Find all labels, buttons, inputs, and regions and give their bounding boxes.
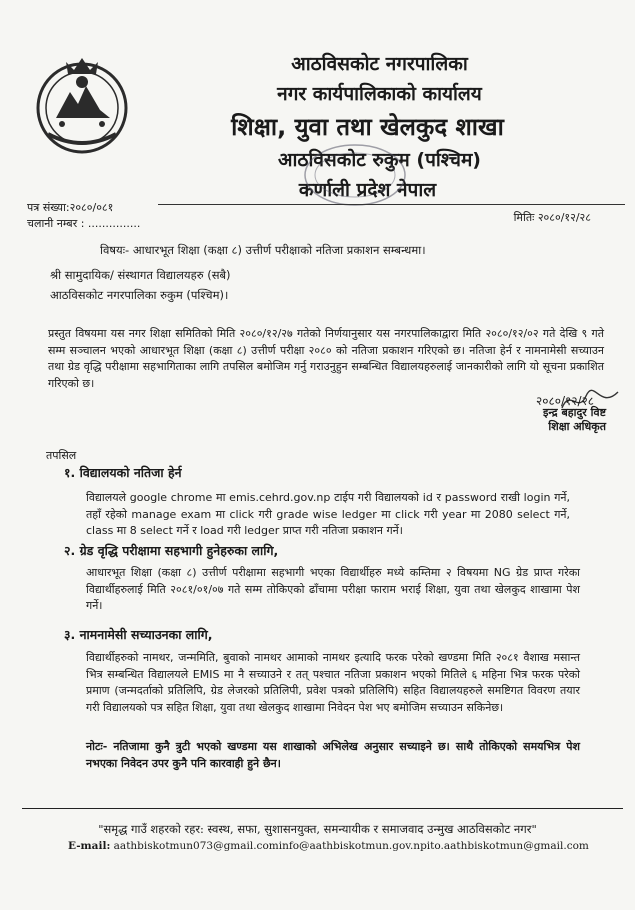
intro-paragraph: प्रस्तुत विषयमा यस नगर शिक्षा समितिको मिति २०८०/१२/२७ गतेको निर्णयानुसार यस नगरपालिकाद्वारा मिति २०८०/१२/०२ गते देखि ९ गते सम्म सञ्चालन भएको आधारभूत शिक्षा (कक्षा ८) उत्तीर्ण परीक्षा २०८० को नतिजा प्रकाशन गरिएको छ। नतिजा हेर्न र नामनामेसी सच्याउन तथा ग्रेड वृद्धि परीक्षामा सहभागिताका लागि तपसिल बमोजिम गर्नु गराउनुहुन सम्बन्धित विद्यालयहरुलाई जानकारीको लागि यो सूचना प्रकाशित गरिएको छ। — [48, 327, 604, 390]
addressee-line-1: श्री सामुदायिक/ संस्थागत विद्यालयहरु (सबै) — [50, 268, 231, 282]
section-2-heading: २. ग्रेड वृद्धि परीक्षामा सहभागी हुनेहरुका लागि, — [64, 543, 279, 558]
letter-subject: विषयः- आधारभूत शिक्षा (कक्षा ८) उत्तीर्ण परीक्षाको नतिजा प्रकाशन सम्बन्धमा। — [100, 243, 426, 257]
letterhead-municipality: आठविसकोट नगरपालिका — [291, 53, 468, 75]
letter-date: मितिः २०८०/१२/२८ — [513, 211, 591, 224]
signatory-title: शिक्षा अधिकृत — [548, 420, 606, 433]
signatory-block — [476, 406, 606, 434]
footer-divider — [22, 808, 623, 809]
signatory-name: इन्द्र बहादुर विष्ट — [543, 406, 606, 419]
header-divider — [158, 204, 625, 205]
letterhead-location: आठविसकोट रुकुम (पश्चिम) — [277, 149, 481, 171]
office-stamp-icon — [300, 140, 410, 210]
section-3-body: विद्यार्थीहरुको नामथर, जन्ममिति, बुवाको नामथर आमाको नामथर इत्यादि फरक परेको खण्डमा मिति २०८१ वैशाख मसान्त भित्र सम्बन्धित विद्यालयले EMIS मा नै सच्याउने र तत् पश्चात नतिजा प्रकाशन भएको मितिले ६ महिना भित्र फरक परेको प्रमाण (जन्मदर्ताको प्रतिलिपि, ग्रेड लेजरको प्रतिलिपी, प्रवेश पत्रको प्रतिलिपि) सहित विद्यालयहरुले समष्टिगत विवरण तयार गरी विद्यालयको पत्र सहित शिक्षा, युवा तथा खेलकुद शाखामा निवेदन पेश भए बमोजिम सच्याउन सकिनेछ। — [86, 651, 580, 714]
email-value: aathbiskotmun073@gmail.cominfo@aathbiskotmun.gov.npito.aathbiskotmun@gmail.com — [113, 840, 589, 852]
section-2-body: आधारभूत शिक्षा (कक्षा ८) उत्तीर्ण परीक्षामा सहभागी भएका विद्यार्थीहरु मध्ये कम्तिमा २ विषयमा NG ग्रेड प्राप्त गरेका विद्यार्थीहरुलाई मिति २०८१/०१/०७ गते सम्म तोकिएको ढाँचामा परीक्षा फाराम भराई शिक्षा, युवा तथा खेलकुद शाखामा पेश गर्ने। — [86, 566, 580, 612]
letterhead-province: कर्णाली प्रदेश नेपाल — [298, 179, 437, 201]
addressee-line-2: आठविसकोट नगरपालिका रुकुम (पश्चिम)। — [50, 288, 229, 302]
email-label: E-mail: — [68, 840, 111, 852]
section-1-heading: १. विद्यालयको नतिजा हेर्न — [64, 465, 182, 480]
section-3-heading: ३. नामनामेसी सच्याउनका लागि, — [64, 627, 213, 642]
signature-date: २०८०/१२/२८ — [536, 394, 595, 408]
footer-motto: "समृद्ध गाउँ शहरको रहर: स्वस्थ, सफा, सुशासनयुक्त, समन्यायीक र समाजवाद उन्मुख आठविसकोट नगर" — [98, 822, 537, 836]
details-label: तपसिल — [46, 449, 77, 462]
note-paragraph: नोटः- नतिजामा कुनै त्रुटी भएको खण्डमा यस शाखाको अभिलेख अनुसार सच्याइने छ। साथै तोकिएको समयभित्र पेश नभएका निवेदन उपर कुनै पनि कारवाही हुने छैन। — [86, 740, 580, 770]
dispatch-number: चलानी नम्बर : ............... — [27, 217, 141, 230]
section-1-body: विद्यालयले google chrome मा emis.cehrd.gov.np टाईप गरी विद्यालयको id र password राखी login गर्ने, तहाँ रहेको manage exam मा click गरी grade wise ledger मा click गरी year मा 2080 select गर्ने, class मा 8 select गर्ने र load गरी ledger प्राप्त गरी नतिजा प्रकाशन गर्ने। — [86, 491, 570, 537]
footer-email — [68, 840, 589, 852]
letter-reference-number: पत्र संख्या:२०८०/०८१ — [27, 201, 114, 214]
letterhead-office: नगर कार्यपालिकाको कार्यालय — [277, 83, 482, 105]
letterhead-section: शिक्षा, युवा तथा खेलकुद शाखा — [231, 113, 504, 141]
